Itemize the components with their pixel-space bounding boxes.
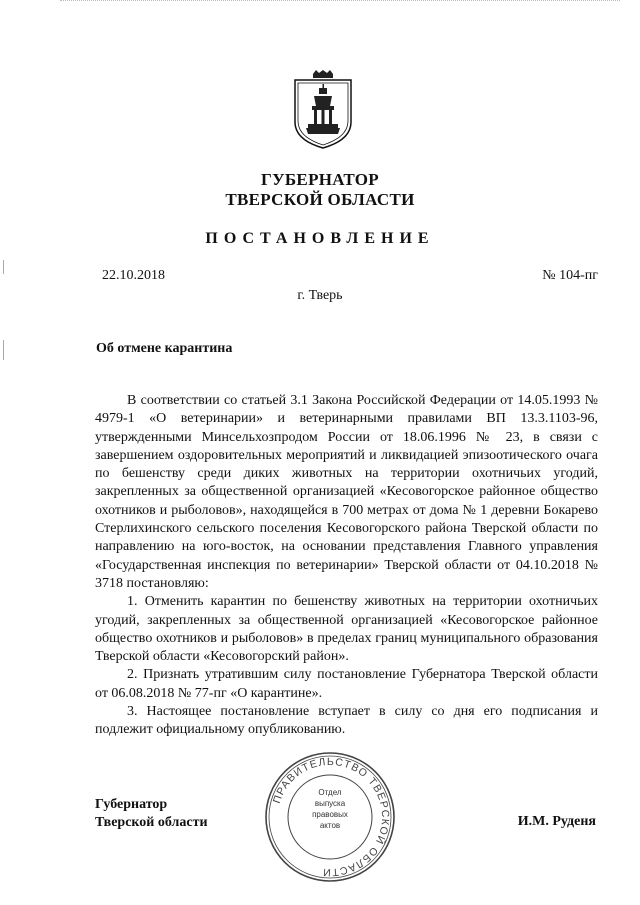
stamp-line4: актов — [319, 821, 341, 830]
body-item-1: 1. Отменить карантин по бешенству животных на территории охотничьих угодий, закрепленных за общественной организацией «Кесовогорское районное общество охотников и рыболовов» в пределах границ муниципального образования Тверской области «Кесовогорский район». — [95, 594, 598, 665]
stamp-center-text — [300, 787, 360, 831]
stamp-line1: Отдел — [318, 788, 342, 797]
issuer-title-line2: ТВЕРСКОЙ ОБЛАСТИ — [225, 190, 415, 209]
stamp-line3: правовых — [312, 810, 348, 819]
stamp-line2: выпуска — [314, 799, 346, 808]
scan-artifact-edge — [3, 340, 4, 360]
body-intro-paragraph: В соответствии со статьей 3.1 Закона Российской Федерации от 14.05.1993 № 4979-1 «О ветеринарии» и ветеринарными правилами ВП 13.3.1103-96, утвержденными Минсельхозпродом России от 18.06.1996 № 23, в связи с завершением оздоровительных мероприятий и ликвидацией эпизоотического очага по бешенству среди диких животных на территории охотничьих угодий, закрепленных за общественной организацией «Кесовогорское районное общество охотников и рыболовов», находящейся в 700 метрах от дома № 1 деревни Бокарево Стерлихинского сельского поселения Кесовогорского района Тверской области по направлению на юго-восток, на основании представления Главного управления «Государственная инспекция по ветеринарии» Тверской области от 04.10.2018 № 3718 постановляю: — [95, 393, 598, 591]
tver-coat-of-arms-icon — [292, 70, 354, 150]
document-number: № 104-пг — [542, 268, 598, 283]
signatory-position-line1: Губернатор — [95, 797, 168, 812]
stamp-ring-text: ПРАВИТЕЛЬСТВО ТВЕРСКОЙ ОБЛАСТИ — [270, 755, 392, 879]
scan-artifact-top — [60, 0, 620, 4]
body-item-3: 3. Настоящее постановление вступает в силу со дня его подписания и подлежит официальному опубликованию. — [95, 704, 598, 738]
signatory-position — [95, 796, 208, 832]
document-subject: Об отмене карантина — [96, 341, 233, 356]
document-city: г. Тверь — [297, 288, 343, 303]
signatory-name: И.М. Руденя — [517, 814, 596, 829]
document-body — [95, 392, 598, 740]
document-type-heading: ПОСТАНОВЛЕНИЕ — [205, 230, 435, 247]
scan-artifact-edge — [3, 260, 4, 274]
issuer-title-line1: ГУБЕРНАТОР — [261, 170, 379, 189]
signatory-position-line2: Тверской области — [95, 815, 208, 830]
document-date: 22.10.2018 — [102, 268, 165, 283]
body-item-2: 2. Признать утратившим силу постановление Губернатора Тверской области от 06.08.2018 № 77-пг «О карантине». — [95, 667, 598, 701]
